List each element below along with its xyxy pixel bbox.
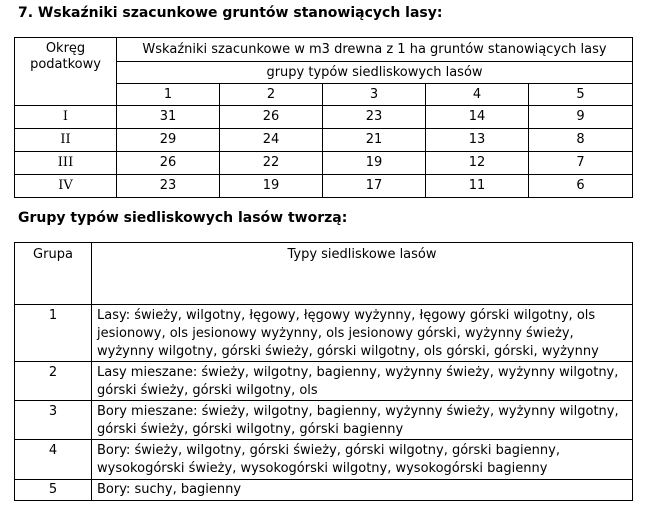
types-header: Typy siedliskowe lasów <box>92 243 633 305</box>
group-number-1: 1 <box>117 84 220 106</box>
table-row <box>15 480 633 501</box>
indicator-value: 26 <box>220 106 323 129</box>
group-number-4: 4 <box>426 84 529 106</box>
district-label: I <box>15 106 117 129</box>
indicator-value: 19 <box>220 175 323 198</box>
group-number-2: 2 <box>220 84 323 106</box>
indicator-value: 8 <box>529 129 633 152</box>
district-label: III <box>15 152 117 175</box>
group-number: 3 <box>15 401 92 440</box>
indicator-value: 11 <box>426 175 529 198</box>
section-heading-indicators: 7. Wskaźniki szacunkowe gruntów stanowiących lasy: <box>18 5 443 21</box>
group-types: Bory mieszane: świeży, wilgotny, bagienny, wyżynny świeży, wyżynny wilgotny, górski świeży, górski wilgotny, górski bagienny <box>92 401 633 440</box>
group-types: Bory: suchy, bagienny <box>92 480 633 501</box>
group-number-5: 5 <box>529 84 633 106</box>
table-row <box>15 129 633 152</box>
indicator-value: 21 <box>323 129 426 152</box>
table-row <box>15 305 633 362</box>
indicator-value: 9 <box>529 106 633 129</box>
indicator-value: 26 <box>117 152 220 175</box>
group-types: Lasy mieszane: świeży, wilgotny, bagienny, wyżynny świeży, wyżynny wilgotny, górski świeży, górski wilgotny, ols <box>92 362 633 401</box>
indicator-value: 23 <box>117 175 220 198</box>
district-header: Okręg podatkowy <box>15 38 117 106</box>
group-number: 2 <box>15 362 92 401</box>
table-row <box>15 440 633 480</box>
section-heading-groups: Grupy typów siedliskowych lasów tworzą: <box>18 210 348 226</box>
indicator-value: 19 <box>323 152 426 175</box>
table-row <box>15 152 633 175</box>
indicator-value: 31 <box>117 106 220 129</box>
indicator-value: 13 <box>426 129 529 152</box>
table-row <box>15 175 633 198</box>
group-header: Grupa <box>15 243 92 305</box>
group-number-3: 3 <box>323 84 426 106</box>
indicator-value: 22 <box>220 152 323 175</box>
table-row <box>15 401 633 440</box>
table-row <box>15 362 633 401</box>
district-label: II <box>15 129 117 152</box>
group-types: Bory: świeży, wilgotny, górski świeży, górski wilgotny, górski bagienny, wysokogórski świeży, wysokogórski wilgotny, wysokogórski bagienny <box>92 440 633 480</box>
groups-header: grupy typów siedliskowych lasów <box>117 62 633 84</box>
indicator-value: 14 <box>426 106 529 129</box>
groups-table <box>14 242 633 501</box>
district-label: IV <box>15 175 117 198</box>
group-number: 1 <box>15 305 92 362</box>
group-types: Lasy: świeży, wilgotny, łęgowy, łęgowy wyżynny, łęgowy górski wilgotny, ols jesionowy, ols jesionowy wyżynny, ols jesionowy górski, wyżynny świeży, wyżynny wilgotny, górski świeży, górski wilgotny, ols górski, górski, wyżynny <box>92 305 633 362</box>
indicators-table <box>14 37 633 198</box>
indicator-value: 6 <box>529 175 633 198</box>
indicator-value: 17 <box>323 175 426 198</box>
group-number: 4 <box>15 440 92 480</box>
indicator-value: 7 <box>529 152 633 175</box>
indicator-value: 29 <box>117 129 220 152</box>
indicator-value: 23 <box>323 106 426 129</box>
indicator-value: 12 <box>426 152 529 175</box>
indicator-header: Wskaźniki szacunkowe w m3 drewna z 1 ha gruntów stanowiących lasy <box>117 38 633 62</box>
table-row <box>15 106 633 129</box>
group-number: 5 <box>15 480 92 501</box>
indicator-value: 24 <box>220 129 323 152</box>
